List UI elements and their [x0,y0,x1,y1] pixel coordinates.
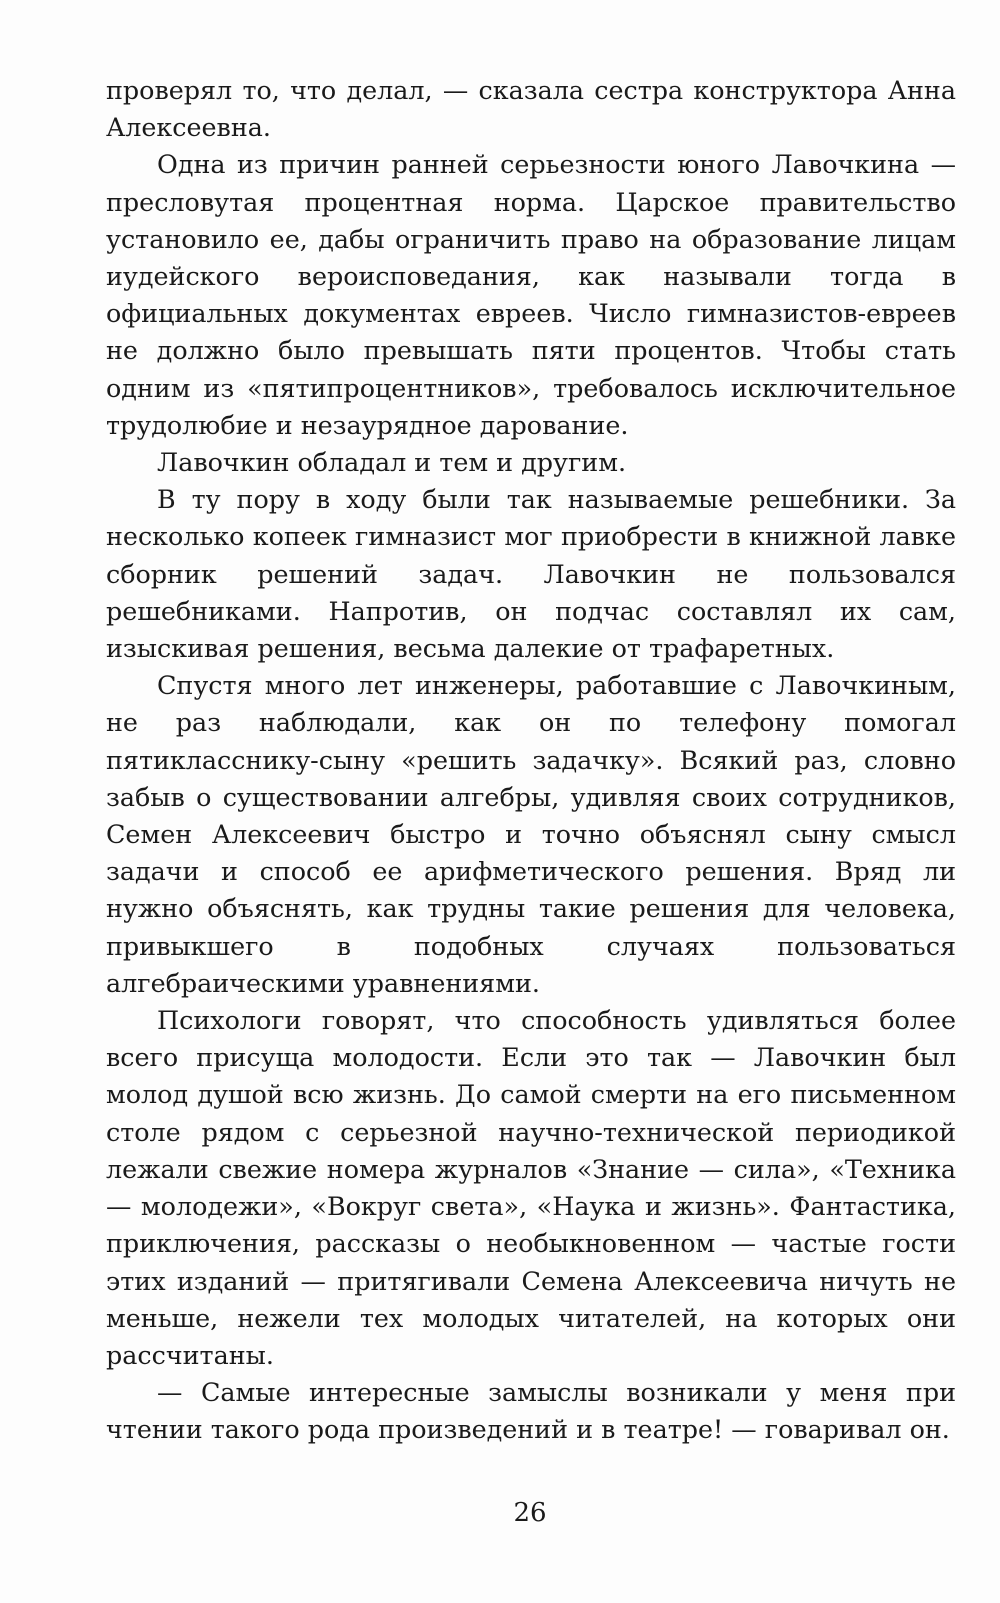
paragraph-percentage-quota: Одна из причин ранней серьезности юного Лавочкина — пресловутая процентная норма. Царское правительство установило ее, дабы ограничить право на образование лицам иудейского вероисповедания, как называли тогда в официальных документах евреев. Число гимназистов-евреев не должно было превышать пяти процентов. Чтобы стать одним из «пятипроцентников», требовалось исключительное трудолюбие и незаурядное дарование. [106,149,956,440]
paragraph-solution-books: В ту пору в ходу были так называемые решебники. За несколько копеек гимназист мог приобрести в книжной лавке сборник решений задач. Лавочкин не пользовался решебниками. Напротив, он подчас составлял их сам, изыскивая решения, весьма далекие от трафаретных. [106,484,956,664]
paragraph-youthful-spirit: Психологи говорят, что способность удивляться более всего присуща молодости. Если это так — Лавочкин был молод душой всю жизнь. До самой смерти на его письменном столе рядом с серьезной научно-технической периодикой лежали свежие номера журналов «Знание — сила», «Техника — молодежи», «Вокруг света», «Наука и жизнь». Фантастика, приключения, рассказы о необыкновенном — частые гости этих изданий — притягивали Семена Алексеевича ничуть не меньше, нежели тех молодых читателей, на которых они рассчитаны. [106,1005,956,1370]
body-text [106,72,956,1449]
paragraph-continuation: проверял то, что делал, — сказала сестра конструктора Анна Алексеевна. [106,75,956,143]
paragraph-helping-son: Спустя много лет инженеры, работавшие с Лавочкиным, не раз наблюдали, как он по телефону помогал пятикласснику-сыну «решить задачку». Всякий раз, словно забыв о существовании алгебры, удивляя своих сотрудников, Семен Алексеевич быстро и точно объяснял сыну смысл задачи и способ ее арифметического решения. Вряд ли нужно объяснять, как трудны такие решения для человека, привыкшего в подобных случаях пользоваться алгебраическими уравнениями. [106,670,956,998]
paragraph-quote: — Самые интересные замыслы возникали у меня при чтении такого рода произведений и в театре! — говаривал он. [106,1377,956,1445]
page-number: 26 [513,1498,547,1528]
paragraph-both-qualities: Лавочкин обладал и тем и другим. [157,447,627,478]
